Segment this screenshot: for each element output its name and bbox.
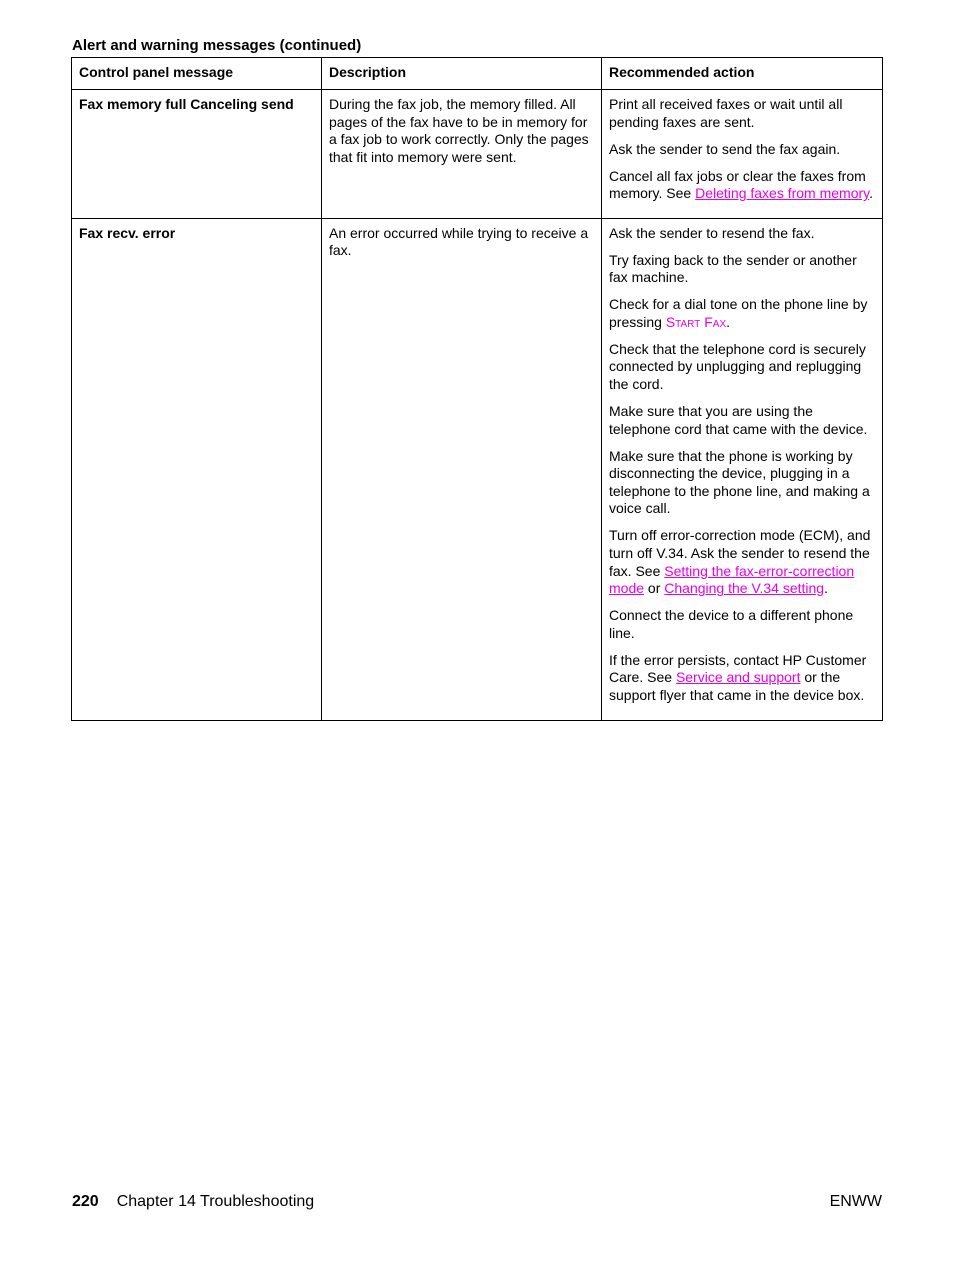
action-item: Make sure that you are using the telephone cord that came with the device.: [609, 403, 868, 437]
action-item: Try faxing back to the sender or another fax machine.: [609, 251, 857, 286]
header-recommended-action: Recommended action: [602, 58, 883, 90]
action-item: Check for a dial tone on the phone line by pressing Start Fax.: [609, 296, 868, 330]
link-service-support[interactable]: Service and support: [675, 669, 801, 686]
message-cell: Fax memory full Canceling send: [72, 90, 322, 219]
start-fax-key: Start Fax: [665, 313, 727, 330]
action-cell: [602, 218, 883, 720]
action-item: If the error persists, contact HP Customer Care. See Service and support or the support flyer that came in the device box.: [609, 651, 867, 703]
link-deleting-faxes[interactable]: Deleting faxes from memory: [695, 185, 870, 202]
header-control-panel-message: Control panel message: [72, 58, 322, 90]
page-number: 220: [72, 1193, 99, 1210]
action-item: Ask the sender to resend the fax.: [609, 224, 815, 241]
action-item: Connect the device to a different phone line.: [609, 607, 854, 641]
link-v34-setting[interactable]: Changing the V.34 setting: [664, 580, 825, 597]
header-description: Description: [322, 58, 602, 90]
description-cell: An error occurred while trying to receive a fax.: [322, 218, 602, 720]
action-cell: [602, 90, 883, 219]
link-fax-error-correction[interactable]: Setting the fax-error-correction mode: [609, 562, 855, 597]
action-item: Turn off error-correction mode (ECM), and turn off V.34. Ask the sender to resend the fax. See Setting the fax-error-correction mode or Changing the V.34 setting.: [609, 527, 871, 597]
action-item: Print all received faxes or wait until all pending faxes are sent.: [609, 96, 843, 130]
chapter-title: Chapter 14 Troubleshooting: [116, 1193, 315, 1210]
message-cell: Fax recv. error: [72, 218, 322, 720]
description-cell: During the fax job, the memory filled. All pages of the fax have to be in memory for a fax job to work correctly. Only the pages that fit into memory were sent.: [322, 90, 602, 219]
table-header-row: [72, 58, 883, 90]
footer-right-label: ENWW: [829, 1193, 882, 1210]
action-item: Cancel all fax jobs or clear the faxes from memory. See Deleting faxes from memory.: [609, 167, 874, 202]
table-caption: Alert and warning messages (continued): [72, 37, 362, 54]
page-footer: [72, 1192, 882, 1212]
table-row: [72, 218, 883, 720]
action-item: Ask the sender to send the fax again.: [609, 140, 841, 157]
action-item: Make sure that the phone is working by disconnecting the device, plugging in a telephone to the phone line, and making a voice call.: [609, 447, 870, 517]
alert-messages-table: [71, 57, 883, 721]
table-row: [72, 90, 883, 219]
action-item: Check that the telephone cord is securely connected by unplugging and replugging the cord.: [609, 340, 866, 393]
